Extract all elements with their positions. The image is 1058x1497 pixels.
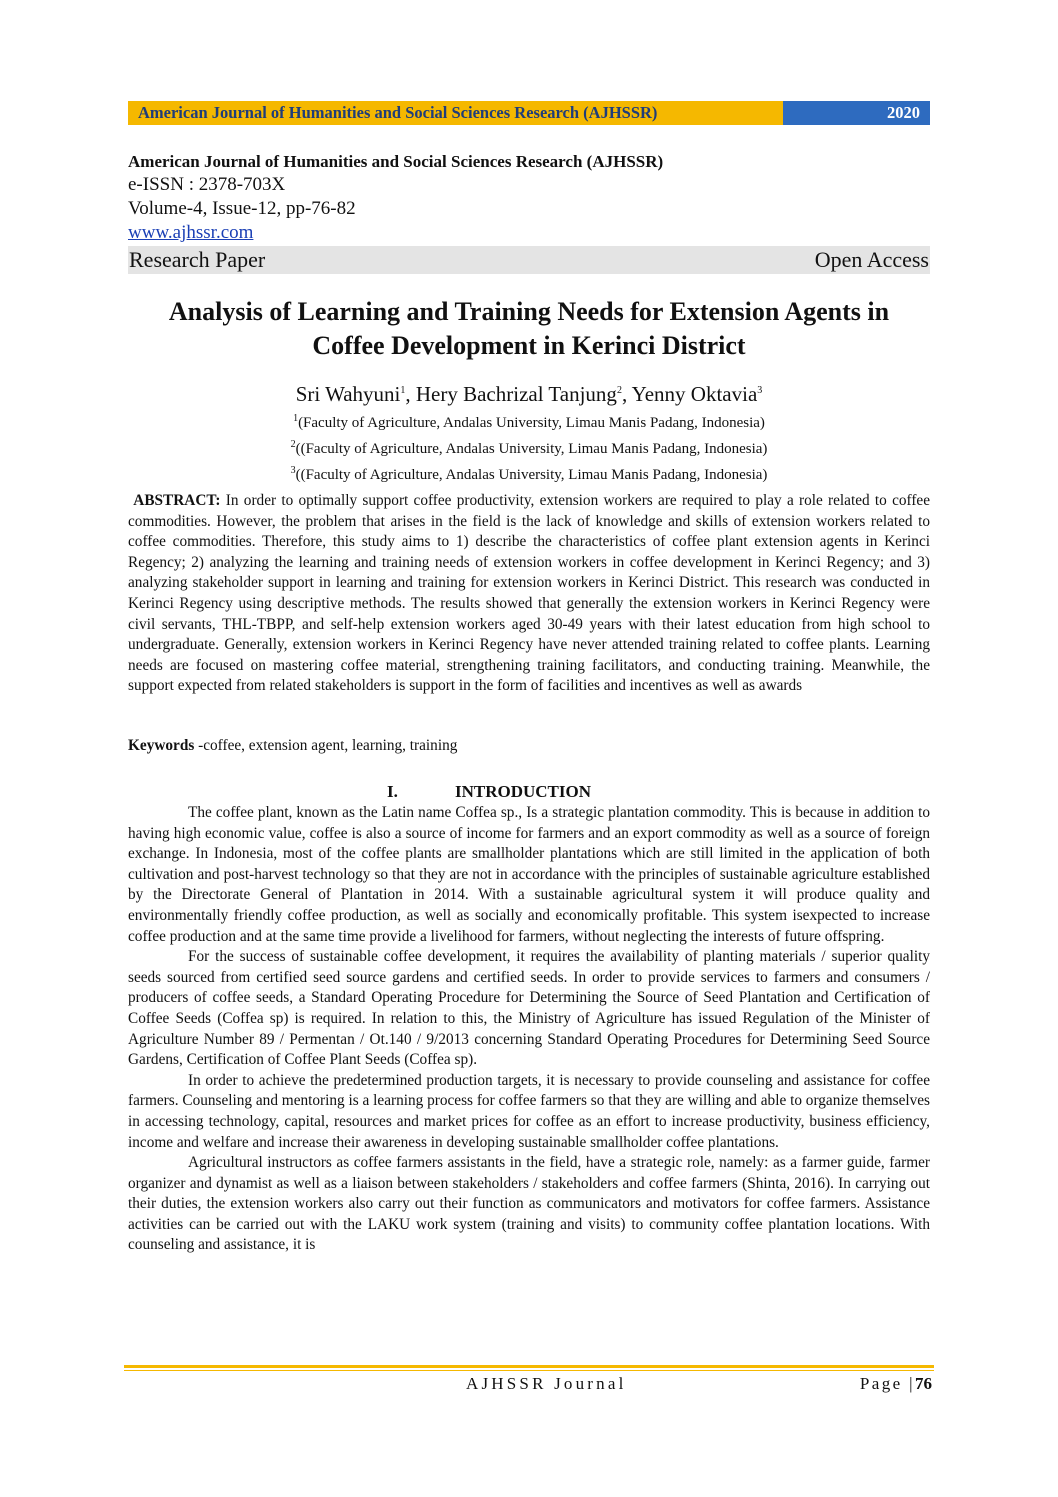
paper-title-line: Analysis of Learning and Training Needs for Extension Agents in bbox=[168, 297, 890, 326]
author-affil-mark: 1 bbox=[400, 385, 406, 396]
journal-header-bar bbox=[128, 101, 930, 125]
affiliation bbox=[128, 408, 930, 434]
journal-volume: Volume-4, Issue-12, pp-76-82 bbox=[128, 198, 356, 219]
section-number: I. bbox=[387, 782, 398, 801]
introduction-body bbox=[128, 803, 930, 1256]
journal-issn: e-ISSN : 2378-703X bbox=[128, 174, 286, 195]
open-access-label: Open Access bbox=[814, 247, 929, 272]
abstract-text: In order to optimally support coffee productivity, extension workers are required to play a role related to coffee commodities. However, the problem that arises in the field is the lack of knowledge and skills of extension workers related to coffee commodities. Therefore, this study aims to 1) describe the characteristics of coffee plant extension agents in Kerinci Regency; 2) analyzing the learning and training needs of extension workers in coffee development in Kerinci Regency; and 3) analyzing stakeholder support in learning and training for extension workers in Kerinci District. This research was conducted in Kerinci Regency using descriptive methods. The results showed that generally the extension workers in Kerinci Regency were civil servants, THL-TBPP, and self-help extension workers aged 30-49 years with their latest education from high school to undergraduate. Generally, extension workers in Kerinci Regency have never attended training related to coffee plants. Learning needs are focused on mastering coffee material, strengthening training facilitators, and conducting training. Meanwhile, the support expected from related stakeholders is support in the form of facilities and incentives as well as awards bbox=[128, 492, 930, 695]
author-list bbox=[128, 378, 930, 407]
author-affil-mark: 2 bbox=[616, 385, 622, 396]
keywords-text: -coffee, extension agent, learning, training bbox=[194, 737, 458, 754]
section-title: INTRODUCTION bbox=[455, 782, 592, 801]
abstract bbox=[128, 491, 930, 697]
affiliation bbox=[128, 434, 930, 460]
footer-rule-thin bbox=[124, 1370, 934, 1371]
journal-info bbox=[128, 150, 930, 245]
affiliation-mark: 2 bbox=[290, 439, 296, 450]
page-label: Page | bbox=[859, 1374, 915, 1393]
author-separator: , bbox=[405, 382, 416, 406]
affiliation bbox=[128, 460, 930, 486]
paragraph: The coffee plant, known as the Latin name Coffea sp., Is a strategic plantation commodity. This is because in addition to having high economic value, coffee is also a source of income for farmers and an export commodity as well as a source of foreign exchange. In Indonesia, most of the coffee plants are smallholder plantations which are still limited in the application of both cultivation and post-harvest technology so that they are not in accordance with the principles of sustainable agriculture established by the Directorate General of Plantation in 2014. With a sustainable agricultural system it will produce quality and environmentally friendly coffee production, as well as socially and economically profitable. This system isexpected to increase coffee production and at the same time provide a livelihood for farmers, without neglecting the interests of future offspring. bbox=[128, 804, 930, 945]
paper-title-line: Coffee Development in Kerinci District bbox=[312, 331, 746, 360]
author-name: Hery Bachrizal Tanjung bbox=[415, 382, 617, 406]
keywords-label: Keywords bbox=[128, 737, 195, 754]
affiliation-mark: 3 bbox=[290, 465, 296, 476]
journal-name: American Journal of Humanities and Social Sciences Research (AJHSSR) bbox=[128, 152, 664, 171]
abstract-label: ABSTRACT: bbox=[133, 492, 221, 509]
footer-rule bbox=[124, 1365, 934, 1368]
affiliation-text: ((Faculty of Agriculture, Andalas University, Limau Manis Padang, Indonesia) bbox=[295, 467, 768, 483]
affiliation-text: ((Faculty of Agriculture, Andalas University, Limau Manis Padang, Indonesia) bbox=[295, 441, 768, 457]
paper-title bbox=[100, 295, 958, 363]
paper-type-label: Research Paper bbox=[129, 247, 266, 272]
paragraph: Agricultural instructors as coffee farmers assistants in the field, have a strategic role, namely: as a farmer guide, farmer organizer and dynamist as well as a liaison between stakeholders / stakeholders and coffee farmers (Shinta, 2016). In carrying out their duties, the extension workers also carry out their function as communicators and motivators for coffee farmers. Assistance activities can be carried out with the LAKU work system (training and visits) to community coffee plantation locations. With counseling and assistance, it is bbox=[128, 1154, 930, 1254]
author-name: Yenny Oktavia bbox=[631, 382, 758, 406]
paper-type-bar bbox=[128, 246, 930, 274]
author-affil-mark: 3 bbox=[757, 385, 763, 396]
author-separator: , bbox=[621, 382, 632, 406]
paragraph: For the success of sustainable coffee development, it requires the availability of planting materials / superior quality seeds sourced from certified seed source gardens and certified seeds. In order to provide services to farmers and consumers / producers of coffee seeds, a Standard Operating Procedure for Determining the Source of Seed Plantation and Certification of Coffee Seeds (Coffea sp) is required. In relation to this, the Ministry of Agriculture has issued Regulation of the Minister of Agriculture Number 89 / Permentan / Ot.140 / 9/2013 concerning Standard Operating Procedures for Determining Seed Source Gardens, Certification of Coffee Plant Seeds (Coffea sp). bbox=[128, 948, 930, 1069]
author-name: Sri Wahyuni bbox=[295, 382, 401, 406]
header-journal-title: American Journal of Humanities and Social Sciences Research (AJHSSR) bbox=[128, 101, 783, 125]
header-year: 2020 bbox=[783, 101, 930, 125]
affiliation-text: (Faculty of Agriculture, Andalas University, Limau Manis Padang, Indonesia) bbox=[298, 415, 765, 431]
paragraph: In order to achieve the predetermined production targets, it is necessary to provide counseling and assistance for coffee farmers. Counseling and mentoring is a learning process for coffee farmers so that they are willing and able to organize themselves in accessing technology, capital, resources and market prices for coffee as an effort to increase productivity, business efficiency, income and welfare and increase their awareness in developing sustainable smallholder coffee plantations. bbox=[128, 1071, 930, 1151]
affiliation-list bbox=[128, 408, 930, 486]
affiliation-mark: 1 bbox=[293, 413, 299, 424]
footer-page bbox=[860, 1374, 932, 1394]
keywords bbox=[128, 736, 930, 757]
page-number: 76 bbox=[915, 1374, 932, 1393]
journal-website-link[interactable]: www.ajhssr.com bbox=[128, 222, 254, 243]
footer-journal: AJHSSR Journal bbox=[466, 1374, 627, 1393]
